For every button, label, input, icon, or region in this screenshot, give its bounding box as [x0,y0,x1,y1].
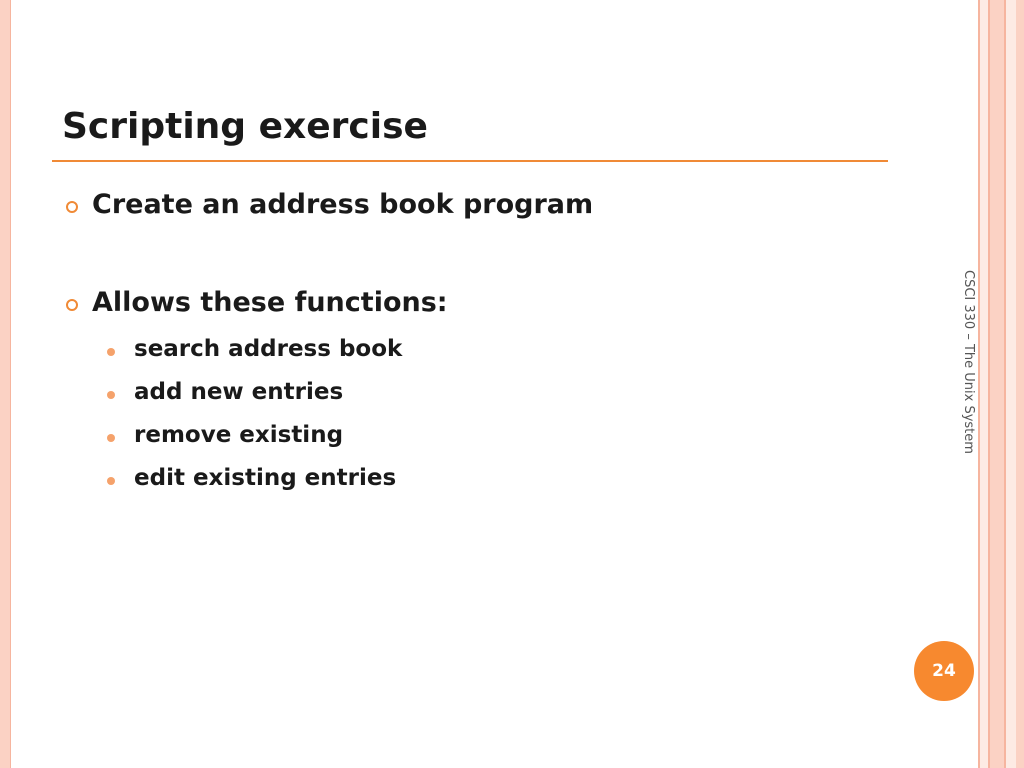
frame-stripe [980,0,988,768]
sub-bullet-dot-icon [107,391,115,399]
left-frame-border [0,0,10,768]
title-underline [52,160,888,162]
frame-stripe [990,0,1004,768]
slide-title: Scripting exercise [62,106,428,147]
frame-stripe [1016,0,1024,768]
bullet-ring-icon [66,201,78,213]
sub-bullet-dot-icon [107,434,115,442]
page-number: 24 [932,661,956,681]
sub-bullet-text: search address book [134,336,403,362]
course-footer: CSCI 330 – The Unix System [961,270,976,454]
frame-stripe [1006,0,1016,768]
bullet-ring-icon [66,299,78,311]
sub-bullet-text: add new entries [134,379,344,405]
sub-bullet-text: edit existing entries [134,465,397,491]
sub-bullet-dot-icon [107,348,115,356]
bullet-text: Create an address book program [92,189,594,220]
sub-bullet-dot-icon [107,477,115,485]
left-frame-line [10,0,11,768]
sub-bullet-text: remove existing [134,422,344,448]
page-number-badge [914,641,974,701]
right-frame-border [978,0,1024,768]
bullet-text: Allows these functions: [92,287,448,318]
